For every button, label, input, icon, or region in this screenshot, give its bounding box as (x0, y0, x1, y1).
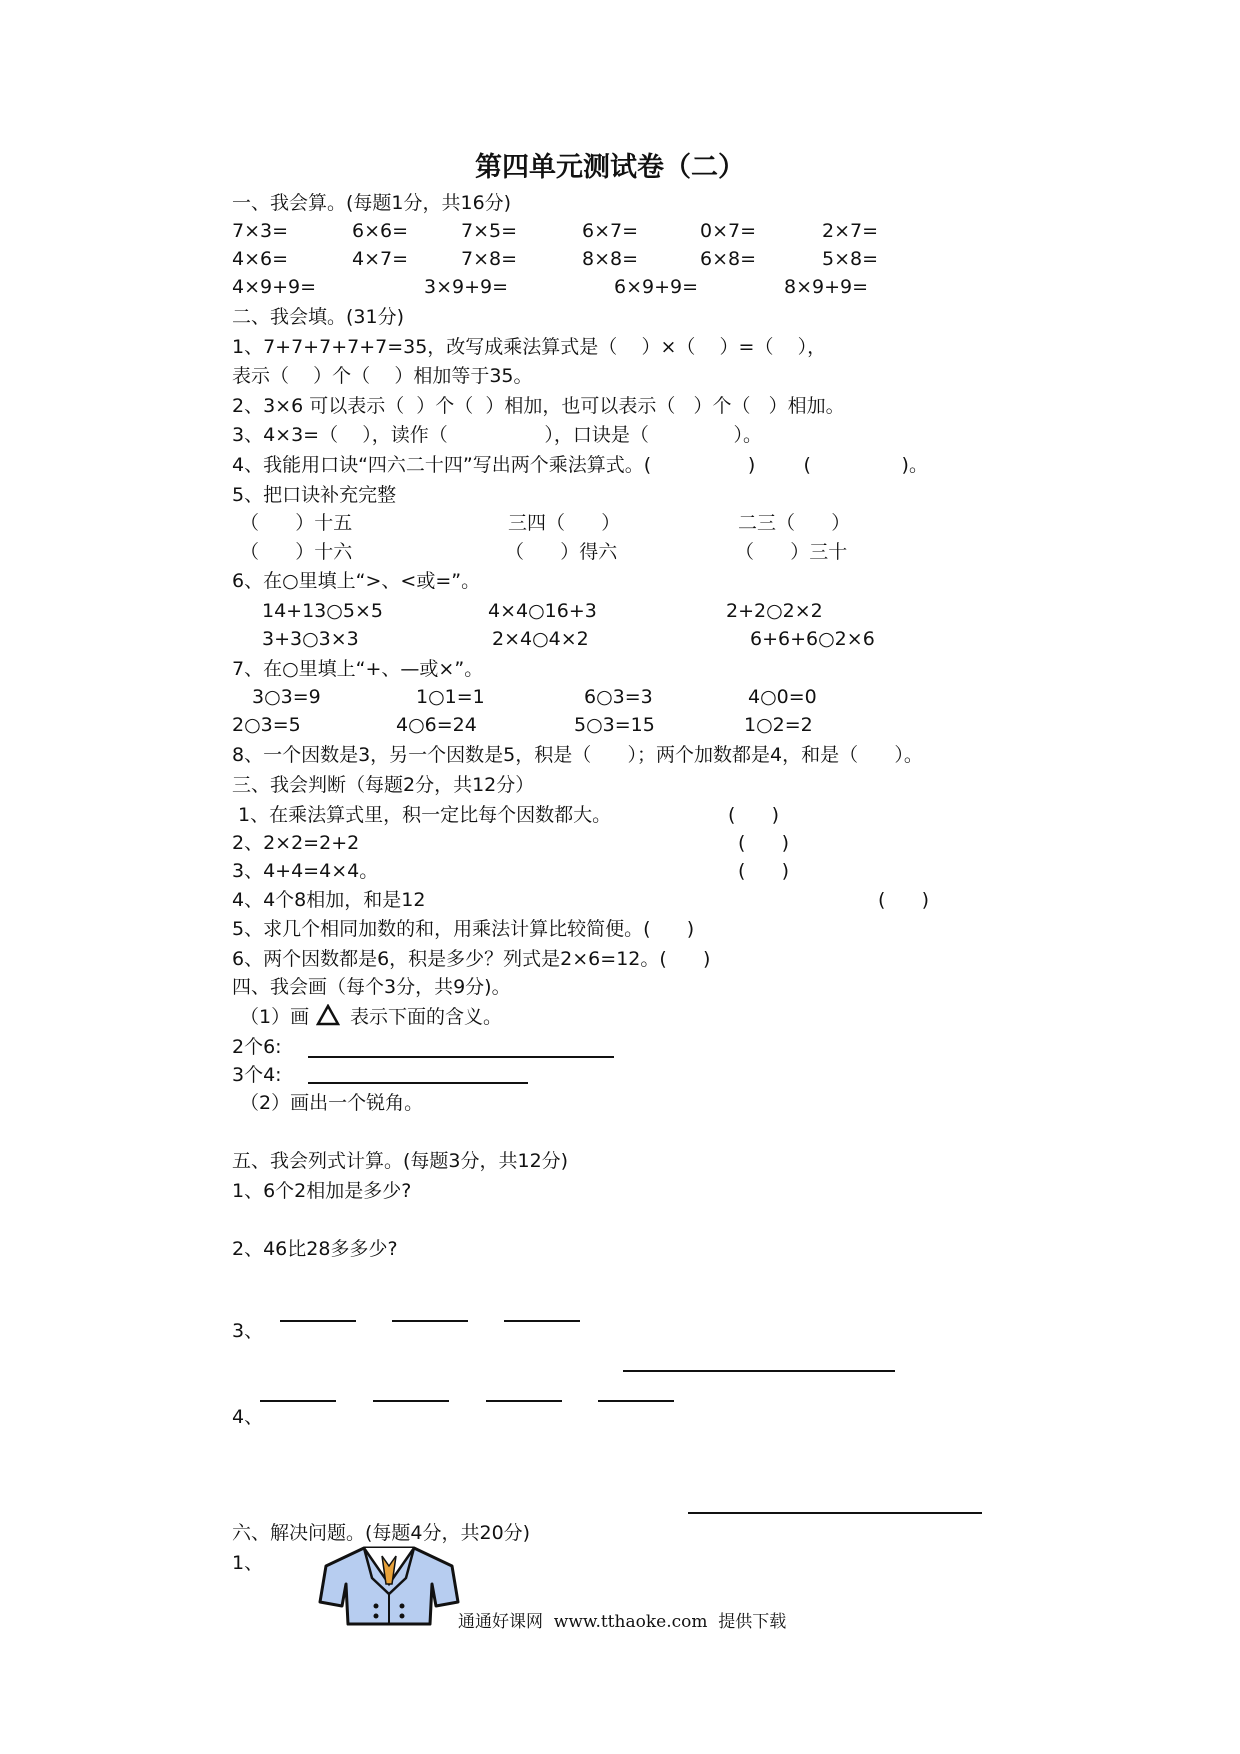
operator-item: 4○0=0 (748, 686, 817, 708)
answer-line (623, 1370, 895, 1372)
calc-item: 0×7= (700, 220, 757, 242)
judge-item: 3、4+4=4×4。 (232, 860, 379, 882)
answer-line (308, 1082, 528, 1084)
jacket-icon (316, 1544, 462, 1626)
section-4-heading: 四、我会画（每个3分，共9分)。 (232, 976, 511, 998)
fill-q5: 5、把口诀补充完整 (232, 484, 397, 506)
compare-item: 2+2○2×2 (726, 600, 823, 622)
rhyme-item: （ ）得六 (505, 541, 618, 563)
calc-item: 7×8= (461, 248, 518, 270)
compare-item: 4×4○16+3 (488, 600, 597, 622)
draw-line-label: 3个4: (232, 1064, 282, 1086)
rhyme-item: （ ）三十 (735, 541, 848, 563)
compare-item: 14+13○5×5 (262, 600, 383, 622)
calc-item: 2×7= (822, 220, 879, 242)
calc-item: 8×8= (582, 248, 639, 270)
judge-item: 6、两个因数都是6，积是多少？列式是2×6=12。( ) (232, 948, 711, 970)
judge-item: 5、求几个相同加数的和，用乘法计算比较简便。( ) (232, 918, 695, 940)
judge-item: 4、4个8相加，和是12 (232, 889, 426, 911)
operator-item: 6○3=3 (584, 686, 653, 708)
operator-item: 3○3=9 (252, 686, 321, 708)
rhyme-item: 二三（ ） (738, 512, 851, 534)
draw-q1-prefix: （1）画 (240, 1006, 310, 1028)
draw-q2: （2）画出一个锐角。 (240, 1092, 424, 1114)
blank-line (392, 1320, 468, 1322)
draw-line-label: 2个6: (232, 1036, 282, 1058)
section-1-heading: 一、我会算。(每题1分，共16分) (232, 192, 512, 214)
answer-line (688, 1512, 982, 1514)
calc-item: 6×8= (700, 248, 757, 270)
operator-item: 5○3=15 (574, 714, 655, 736)
operator-item: 1○1=1 (416, 686, 485, 708)
fill-q1-line1: 1、7+7+7+7+7=35，改写成乘法算式是（ ）×（ ）=（ ）， (232, 336, 827, 358)
fill-q8: 8、一个因数是3，另一个因数是5，积是（ ）；两个加数都是4，和是（ ）。 (232, 744, 923, 766)
section-3-heading: 三、我会判断（每题2分，共12分） (232, 774, 535, 796)
calc-item: 4×9+9= (232, 276, 317, 298)
operator-item: 1○2=2 (744, 714, 813, 736)
compare-item: 6+6+6○2×6 (750, 628, 875, 650)
blank-line (373, 1400, 449, 1402)
blank-line (260, 1400, 336, 1402)
operator-item: 2○3=5 (232, 714, 301, 736)
calc-q4: 4、 (232, 1406, 264, 1428)
judge-mark: ( ) (738, 860, 790, 882)
fill-q6: 6、在○里填上“>、<或=”。 (232, 570, 481, 592)
footer-text: 通通好课网 www.tthaoke.com 提供下载 (458, 1612, 787, 1632)
section-5-heading: 五、我会列式计算。(每题3分，共12分) (232, 1150, 569, 1172)
judge-item: 2、2×2=2+2 (232, 832, 360, 854)
section-2-heading: 二、我会填。(31分) (232, 306, 405, 328)
judge-item: 1、在乘法算式里，积一定比每个因数都大。 (232, 804, 612, 826)
calc-q1: 1、6个2相加是多少? (232, 1180, 412, 1202)
blank-line (280, 1320, 356, 1322)
judge-mark: ( ) (738, 832, 790, 854)
triangle-icon (316, 1004, 340, 1026)
blank-line (598, 1400, 674, 1402)
calc-q2: 2、46比28多多少? (232, 1238, 398, 1260)
judge-mark: ( ) (878, 889, 930, 911)
operator-item: 4○6=24 (396, 714, 477, 736)
judge-mark: ( ) (728, 804, 780, 826)
blank-line (504, 1320, 580, 1322)
fill-q2: 2、3×6 可以表示（ ）个（ ）相加，也可以表示（ ）个（ ）相加。 (232, 395, 845, 417)
calc-item: 7×3= (232, 220, 289, 242)
draw-q1-suffix: 表示下面的含义。 (350, 1006, 503, 1028)
fill-q4: 4、我能用口诀“四六二十四”写出两个乘法算式。( ) ( )。 (232, 454, 928, 476)
page-title: 第四单元测试卷（二） (475, 152, 745, 183)
calc-item: 6×7= (582, 220, 639, 242)
compare-item: 2×4○4×2 (492, 628, 589, 650)
rhyme-item: （ ）十五 (240, 512, 353, 534)
calc-item: 5×8= (822, 248, 879, 270)
rhyme-item: 三四（ ） (508, 512, 621, 534)
calc-item: 4×6= (232, 248, 289, 270)
calc-item: 7×5= (461, 220, 518, 242)
calc-item: 6×6= (352, 220, 409, 242)
fill-q1-line2: 表示（ ）个（ ）相加等于35。 (232, 365, 533, 387)
calc-item: 4×7= (352, 248, 409, 270)
calc-item: 3×9+9= (424, 276, 509, 298)
fill-q7: 7、在○里填上“+、—或×”。 (232, 658, 484, 680)
rhyme-item: （ ）十六 (240, 541, 353, 563)
fill-q3: 3、4×3=（ ），读作（ ），口诀是（ ）。 (232, 424, 762, 446)
section-6-heading: 六、解决问题。(每题4分，共20分) (232, 1522, 531, 1544)
blank-line (486, 1400, 562, 1402)
problem-q1: 1、 (232, 1552, 264, 1574)
answer-line (308, 1056, 614, 1058)
compare-item: 3+3○3×3 (262, 628, 359, 650)
calc-item: 8×9+9= (784, 276, 869, 298)
calc-q3: 3、 (232, 1320, 264, 1342)
calc-item: 6×9+9= (614, 276, 699, 298)
